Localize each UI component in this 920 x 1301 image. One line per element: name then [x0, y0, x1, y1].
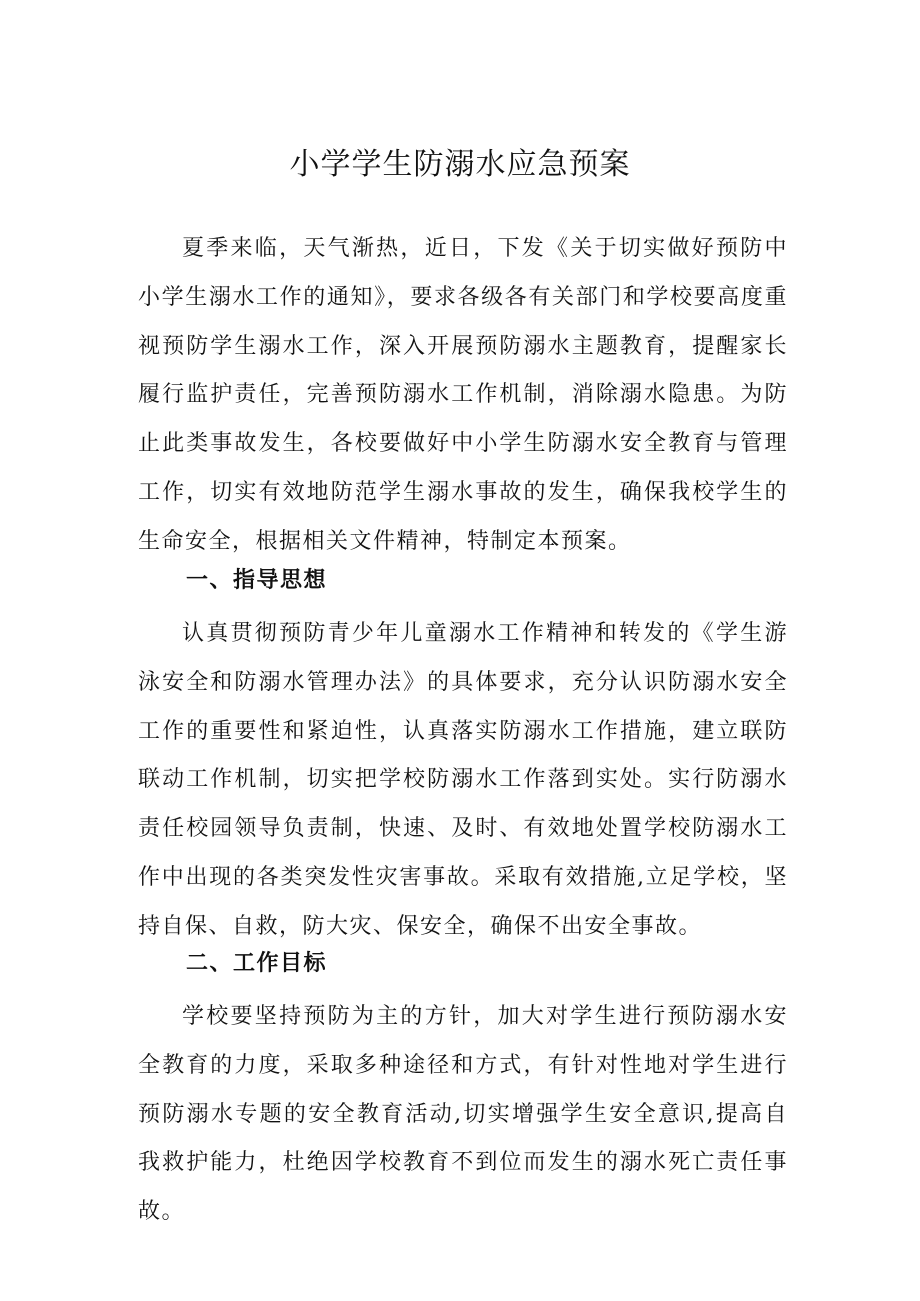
intro-paragraph: 夏季来临，天气渐热，近日，下发《关于切实做好预防中小学生溺水工作的通知》，要求各级各有关部门和学校要高度重视预防学生溺水工作，深入开展预防溺水主题教育，提醒家长履行监护责任，完善预防溺水工作机制，消除溺水隐患。为防止此类事故发生，各校要做好中小学生防溺水安全教育与管理工作，切实有效地防范学生溺水事故的发生，确保我校学生的生命安全，根据相关文件精神，特制定本预案。: [138, 236, 788, 554]
section-heading-work-goals: 二、工作目标: [186, 951, 328, 976]
section-body-guiding-ideology: 认真贯彻预防青少年儿童溺水工作精神和转发的《学生游泳安全和防溺水管理办法》的具体要求，充分认识防溺水安全工作的重要性和紧迫性，认真落实防溺水工作措施，建立联防联动工作机制，切实把学校防溺水工作落到实处。实行防溺水责任校园领导负责制，快速、及时、有效地处置学校防溺水工作中出现的各类突发性灾害事故。采取有效措施,立足学校，坚持自保、自救，防大灾、保安全，确保不出安全事故。: [138, 621, 788, 939]
section-body-work-goals: 学校要坚持预防为主的方针，加大对学生进行预防溺水安全教育的力度，采取多种途径和方式，有针对性地对学生进行预防溺水专题的安全教育活动,切实增强学生安全意识,提高自我救护能力，杜绝因学校教育不到位而发生的溺水死亡责任事故。: [138, 1004, 788, 1225]
section-heading-guiding-ideology: 一、指导思想: [186, 568, 328, 593]
document-title: 小学学生防溺水应急预案: [289, 147, 631, 182]
